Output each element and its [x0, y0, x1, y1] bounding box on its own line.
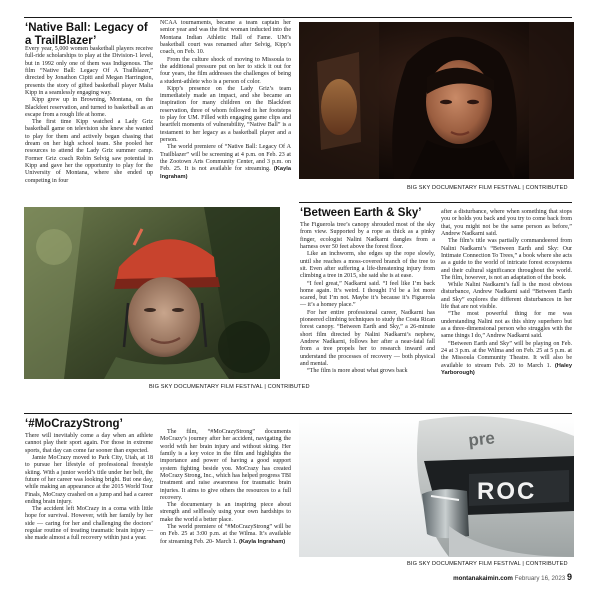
article-paragraph — [25, 46, 153, 97]
story2-top-rule — [299, 202, 572, 203]
paragraph-text: From the culture shock of moving to Missoula to the additional pressure put on her to stick it out for four years, the film addresses the challenges of being a student-athlete who is a person of color. — [160, 56, 291, 85]
story2-column-2 — [441, 209, 572, 377]
story1-column-1 — [25, 46, 153, 185]
story3-photo-credit: BIG SKY DOCUMENTARY FILM FESTIVAL | CONTRIBUTED — [407, 561, 568, 567]
article-paragraph — [300, 251, 435, 280]
story3-column-1 — [25, 433, 153, 543]
article-paragraph — [25, 97, 153, 119]
byline: (Kayla Ingraham) — [160, 166, 291, 180]
article-paragraph — [441, 311, 572, 340]
paragraph-text: While Nalini Nadkarni’s fall is the most obvious disturbance, Andrew Nadkarni said “Between Earth and Sky” explores the different disturbances in her life that are not visible. — [441, 282, 572, 311]
footer-site[interactable]: montanakaimin.com — [453, 575, 513, 582]
story2-photo — [24, 207, 280, 379]
paragraph-text: “Between Earth and Sky” will be playing on Feb. 24 at 3 p.m. at the Wilma and on Feb. 25 at 5 p.m. at the Missoula Community Theatre. It will also be available to stream Feb. 20 to March 1. — [441, 340, 572, 369]
helmet-text — [467, 428, 495, 450]
paragraph-text: after a disturbance, where when something that stops you or holds you back and you try to come back from that, you might not be the same person as before,” Andrew Nadkarni said. — [441, 209, 572, 237]
article-paragraph — [160, 429, 291, 502]
article-paragraph — [160, 86, 291, 145]
article-paragraph — [25, 455, 153, 506]
paragraph-text: The world premiere of “#MoCrazyStrong” will be on Feb. 25 at 3:00 p.m. at the Wilma. It’s available for streaming Feb. 20- March 1. — [160, 524, 291, 545]
paragraph-text: There will inevitably come a day when an athlete cannot play their sport again. For those in extreme sports, that day can come far sooner than expected. — [25, 433, 153, 454]
story1-photo-credit: BIG SKY DOCUMENTARY FILM FESTIVAL | CONTRIBUTED — [407, 185, 568, 191]
woman-portrait-image — [299, 22, 574, 179]
footer-page-number: 9 — [566, 572, 572, 582]
article-paragraph — [441, 282, 572, 311]
article-paragraph — [441, 238, 572, 282]
goggle-strap-text — [477, 478, 536, 505]
paragraph-text: Jamie MoCrazy moved to Park City, Utah, at 18 to pursue her lifestyle of professional freestyle skiing. With a junior world’s title under her belt, the future of her career was looking bright. But one day, while making an appearance at the 2015 World Tour Finals, MoCrazy crashed on a jump and had a career ending brain injury. — [25, 454, 153, 505]
byline: (Haley Yarborough) — [441, 362, 572, 376]
paragraph-text: “The film is more about what grows back — [307, 368, 408, 375]
paragraph-text: The world premiere of “Native Ball: Legacy Of A Trailblazer” will be screening at 4 p.m. on Feb. 23 at the Zootown Arts Community Center, and 3 p.m. on Feb. 25. It is not available for streaming. — [160, 144, 291, 173]
paragraph-text: Kipp’s presence on the Lady Griz’s team immediately made an impact, and she became an inspiration for many children on the Blackfeet reservation, three of whom followed in her footsteps to play for UM. Filled with engaging game clips and heartfelt moments of vulnerability, “Native Ball” is a testament to her legacy as a basketball player and a person. — [160, 85, 291, 143]
story2-headline: ‘Between Earth & Sky’ — [300, 207, 422, 219]
article-paragraph — [160, 524, 291, 546]
paragraph-text: The Figuerola tree’s canopy shrouded most of the sky from view. Supported by a rope as thick as a pinky finger, ecologist Nalini Nadkarni dangles from a harness over 50 feet above the forest floor. — [300, 222, 435, 250]
paragraph-text: The documentary is an inspiring piece about strength and selflessly using your own hardships to make the world a better place. — [160, 502, 291, 523]
story1-photo — [299, 22, 574, 179]
story2-column-1 — [300, 222, 435, 376]
paragraph-text: Like an inchworm, she edges up the rope slowly, until she reaches a moss-covered branch of the tree to sit. Even after suffering a life-threatening injury from climbing a tree in 2015, she said she is at ease. — [300, 251, 435, 280]
svg-text:ROC: ROC — [477, 478, 537, 505]
article-paragraph — [441, 341, 572, 378]
paragraph-text: “The most powerful thing for me was understanding Nalini not as this shiny superhero but as a three-dimensional person who struggles with the same things I do,” Andrew Nadkarni said. — [441, 311, 572, 340]
story3-headline: ‘#MoCrazyStrong’ — [25, 418, 123, 430]
article-paragraph — [160, 502, 291, 524]
article-paragraph — [25, 506, 153, 543]
paragraph-text: The film, “#MoCrazyStrong” documents MoCrazy’s journey after her accident, navigating the world with her brain injury and without skiing. Her family is a key voice in the film and highlights the importance and power of having a good support system fighting beside you. MoCrazy has created MoCrazy Strong, Inc., which has helped progress TBI treatment and raise awareness for traumatic brain injuries. It aims to give others the resources to a full recovery. — [160, 429, 291, 501]
article-paragraph — [300, 222, 435, 251]
article-paragraph — [300, 310, 435, 369]
paragraph-text: For her entire professional career, Nadkarni has pioneered climbing techniques to study the Costa Rican forest canopy. “Between Earth and Sky,” a 26-minute short film directed by Nalini Nadkarni’s nephew, Andrew Nadkarni, follows her after a near-fatal fall from a tree propels her to research inward and understand the processes of recovery — both physical and mental. — [300, 309, 435, 367]
footer-date: February 16, 2023 — [514, 575, 566, 582]
story2-photo-credit: BIG SKY DOCUMENTARY FILM FESTIVAL | CONTRIBUTED — [149, 384, 310, 390]
svg-text:pre: pre — [467, 428, 496, 450]
article-paragraph — [25, 433, 153, 455]
paragraph-text: NCAA tournaments, became a team captain her senior year and was the first woman inducted into the Montana Indian Athletic Hall of Fame. UM’s basketball court was renamed after Selvig, Kipp’s coach, on Feb. 10. — [160, 20, 291, 56]
story3-top-rule — [24, 413, 572, 414]
byline: (Kayla Ingraham) — [237, 538, 286, 545]
paragraph-text: “I feel great,” Nadkarni said. “I feel like I’m back home again. It’s weird. I thought I’d be a lot more scared, but I’m not. Maybe it’s because it’s Figuerola — it’s a homey place.” — [300, 280, 435, 309]
story3-column-2 — [160, 429, 291, 546]
skier-helmet-goggles-image — [299, 416, 574, 557]
paragraph-text: Kipp grew up in Browning, Montana, on the Blackfeet reservation, and turned to basketball as an escape from a rough life at home. — [25, 97, 153, 118]
story1-headline: ‘Native Ball: Legacy of a TrailBlazer’ — [25, 22, 148, 47]
paragraph-text: The first time Kipp watched a Lady Griz basketball game on television she knew she wanted to play for them and actively began chasing that dream on her high school team. She pooled her resources to attend the Lady Griz summer camp. Former Griz coach Robin Selvig saw potential in Kipp and gave her the opportunity to play for the University of Montana, where she ended up competing in four — [25, 119, 153, 184]
article-paragraph — [25, 119, 153, 185]
article-paragraph — [160, 144, 291, 181]
article-paragraph — [160, 20, 291, 57]
paragraph-text: The film’s title was partially commandeered from Nalini Nadkarni’s “Between Earth and Sky: Our Intimate Connection To Trees,” a book where she acts as a guide to the world of intricate forest ecosystems and their cultural significance throughout the world. The film, however, is not an adaptation of the book. — [441, 238, 572, 281]
page-footer — [453, 572, 572, 582]
article-paragraph — [300, 281, 435, 310]
article-paragraph — [441, 209, 572, 238]
paragraph-text: Every year, 5,000 women basketball players receive full-ride scholarships to play at the Division-1 level, but in 1992 only one of them was Indigenous. The film “Native Ball: Legacy Of A Trailblazer,” directed by Jonathon Cipiti and Megan Harrington, presents the story of gifted basketball player Malia Kipp in a seamlessly engaging way. — [25, 46, 153, 96]
paragraph-text: The accident left MoCrazy in a coma with little hope for survival. However, with her family by her side — caring for her and challenging the doctors’ regular routine of treating traumatic brain injury — she made almost a full recovery within just a year. — [25, 506, 153, 542]
article-paragraph — [300, 368, 435, 375]
climber-helmet-image — [24, 207, 280, 379]
top-rule — [24, 17, 572, 18]
story3-photo — [299, 416, 574, 557]
article-paragraph — [160, 57, 291, 86]
story1-column-2 — [160, 20, 291, 181]
